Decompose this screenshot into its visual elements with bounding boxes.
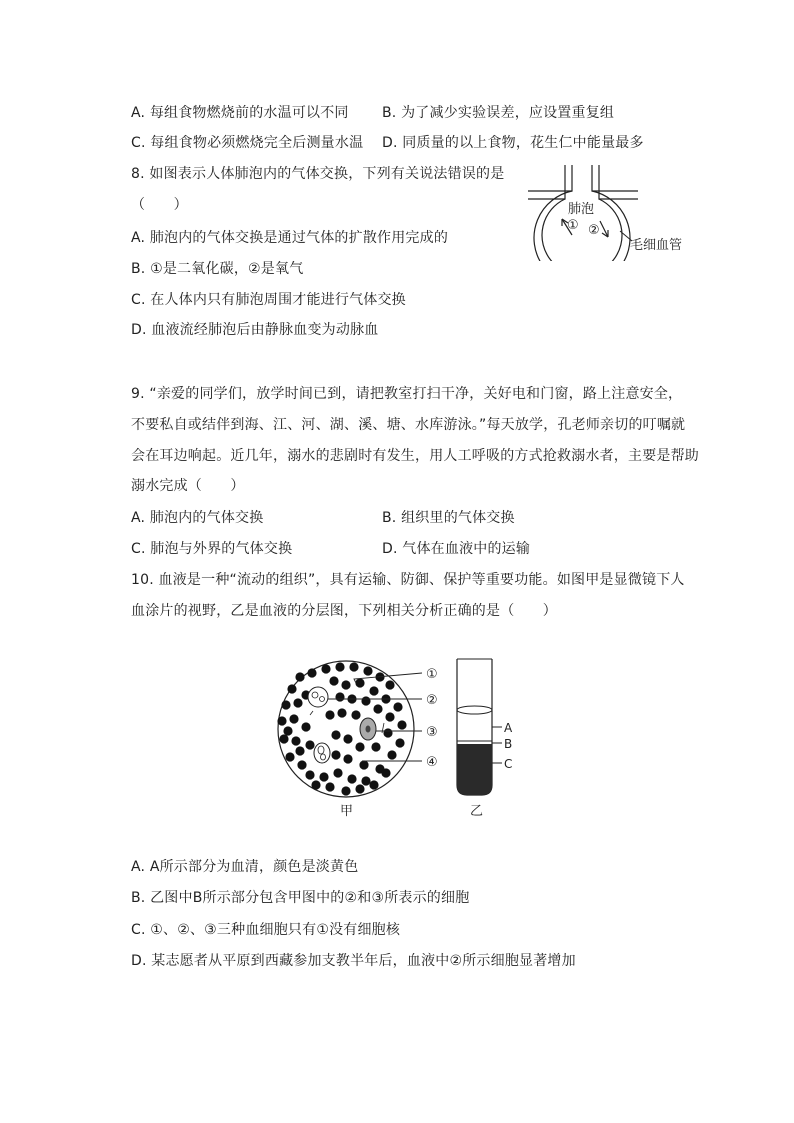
q9-stem-line1: 9. “亲爱的同学们，放学时间已到，请把教室打扫干净，关好电和门窗，路上注意安全，: [131, 386, 683, 402]
red-blood-cell: [397, 720, 406, 729]
red-blood-cell: [287, 684, 296, 693]
q10-option-b: B. 乙图中B所示部分包含甲图中的②和③所表示的细胞: [131, 890, 470, 906]
red-blood-cell: [363, 666, 372, 675]
alveolus-mark-2: ②: [588, 223, 600, 238]
red-blood-cell: [283, 726, 292, 735]
red-blood-cell: [297, 760, 306, 769]
red-blood-cell: [319, 772, 328, 781]
red-blood-cell: [295, 672, 304, 681]
smear-mark-4: ④: [426, 755, 438, 770]
red-blood-cell: [343, 734, 352, 743]
q8-stem-line2: （ ）: [131, 197, 188, 213]
q8-option-d: D. 血液流经肺泡后由静脉血变为动脉血: [131, 322, 379, 338]
layer-a-label: A: [504, 721, 513, 735]
red-blood-cell: [335, 662, 344, 671]
caption-yi: 乙: [470, 804, 484, 819]
q9-option-a: A. 肺泡内的气体交换: [131, 510, 264, 526]
red-blood-cell: [325, 782, 334, 791]
red-blood-cell: [305, 740, 314, 749]
capillary-label: 毛细血管: [630, 238, 683, 253]
red-blood-cell: [305, 770, 314, 779]
smear-mark-1: ①: [426, 667, 438, 682]
caption-jia: 甲: [340, 804, 354, 819]
q9-stem-line3: 会在耳边响起。近几年，溺水的悲剧时有发生，用人工呼吸的方式抢救溺水者，主要是帮助: [131, 448, 699, 464]
red-blood-cell: [361, 776, 370, 785]
layer-c-label: C: [504, 757, 513, 771]
test-tube: [457, 659, 492, 795]
white-blood-cell: [308, 687, 328, 707]
q10-stem-line2: 血涂片的视野，乙是血液的分层图，下列相关分析正确的是（ ）: [131, 603, 557, 619]
q8-stem-line1: 8. 如图表示人体肺泡内的气体交换，下列有关说法错误的是: [131, 166, 505, 182]
red-blood-cell: [341, 786, 350, 795]
red-blood-cell: [331, 730, 340, 739]
red-blood-cell: [393, 702, 402, 711]
red-blood-cell: [343, 754, 352, 763]
q10-option-d: D. 某志愿者从平原到西藏参加支教半年后，血液中②所示细胞显著增加: [131, 953, 576, 969]
red-blood-cell: [371, 742, 380, 751]
red-blood-cell: [335, 692, 344, 701]
red-blood-cell: [289, 714, 298, 723]
red-blood-cell: [279, 734, 288, 743]
q8-option-c: C. 在人体内只有肺泡周围才能进行气体交换: [131, 292, 406, 308]
q8-option-b: B. ①是二氧化碳，②是氧气: [131, 261, 304, 277]
red-blood-cell: [369, 686, 378, 695]
red-blood-cell: [301, 722, 310, 731]
red-blood-cell: [385, 712, 394, 721]
q9-option-b: B. 组织里的气体交换: [382, 510, 515, 526]
q9-stem-line2: 不要私自或结伴到海、江、河、湖、溪、塘、水库游泳。”每天放学，孔老师亲切的叮嘱就: [131, 417, 686, 433]
red-blood-cell: [277, 716, 286, 725]
red-blood-cell: [369, 780, 378, 789]
red-blood-cell: [325, 710, 334, 719]
layer-b-label: B: [504, 737, 513, 751]
red-blood-cell: [307, 668, 316, 677]
red-blood-cell: [359, 760, 368, 769]
red-blood-cell: [387, 750, 396, 759]
red-blood-cell: [293, 698, 302, 707]
red-blood-cell: [383, 728, 392, 737]
red-blood-cell: [347, 774, 356, 783]
red-blood-cell: [329, 676, 338, 685]
blood-figure: [270, 655, 530, 820]
red-blood-cell: [281, 700, 290, 709]
q7-option-c: C. 每组食物必须燃烧完全后测量水温: [131, 135, 364, 151]
red-blood-cell: [321, 664, 330, 673]
red-blood-cell: [351, 710, 360, 719]
red-blood-cell: [373, 704, 382, 713]
q10-option-a: A. A所示部分为血清，颜色是淡黄色: [131, 859, 359, 875]
alveolus-diagram: [520, 163, 700, 261]
q7-option-b: B. 为了减少实验误差，应设置重复组: [382, 105, 615, 121]
red-blood-cell: [349, 662, 358, 671]
q8-option-a: A. 肺泡内的气体交换是通过气体的扩散作用完成的: [131, 230, 449, 246]
red-blood-cell: [381, 768, 390, 777]
red-blood-cell: [291, 736, 300, 745]
q9-stem-line4: 溺水完成（ ）: [131, 478, 245, 494]
red-blood-cell: [385, 680, 394, 689]
red-blood-cell: [285, 752, 294, 761]
alveolus-label: 肺泡: [568, 202, 595, 217]
q9-option-c: C. 肺泡与外界的气体交换: [131, 541, 293, 557]
red-blood-cell: [355, 784, 364, 793]
red-blood-cell: [337, 708, 346, 717]
red-blood-cell: [361, 696, 370, 705]
red-blood-cell: [331, 750, 340, 759]
red-blood-cell: [333, 768, 342, 777]
smear-mark-3: ③: [426, 725, 438, 740]
q7-option-d: D. 同质量的以上食物，花生仁中能量最多: [382, 135, 644, 151]
q10-stem-line1: 10. 血液是一种“流动的组织”，具有运输、防御、保护等重要功能。如图甲是显微镜下人: [131, 572, 685, 588]
q10-option-c: C. ①、②、③三种血细胞只有①没有细胞核: [131, 922, 401, 938]
red-blood-cell: [295, 746, 304, 755]
red-blood-cell: [341, 680, 350, 689]
smear-mark-2: ②: [426, 693, 438, 708]
red-blood-cell: [311, 780, 320, 789]
alveolus-mark-1: ①: [567, 218, 579, 233]
q7-option-a: A. 每组食物燃烧前的水温可以不同: [131, 105, 349, 121]
q9-option-d: D. 气体在血液中的运输: [382, 541, 531, 557]
red-blood-cell: [355, 678, 364, 687]
red-blood-cell: [355, 742, 364, 751]
red-blood-cell: [395, 738, 404, 747]
